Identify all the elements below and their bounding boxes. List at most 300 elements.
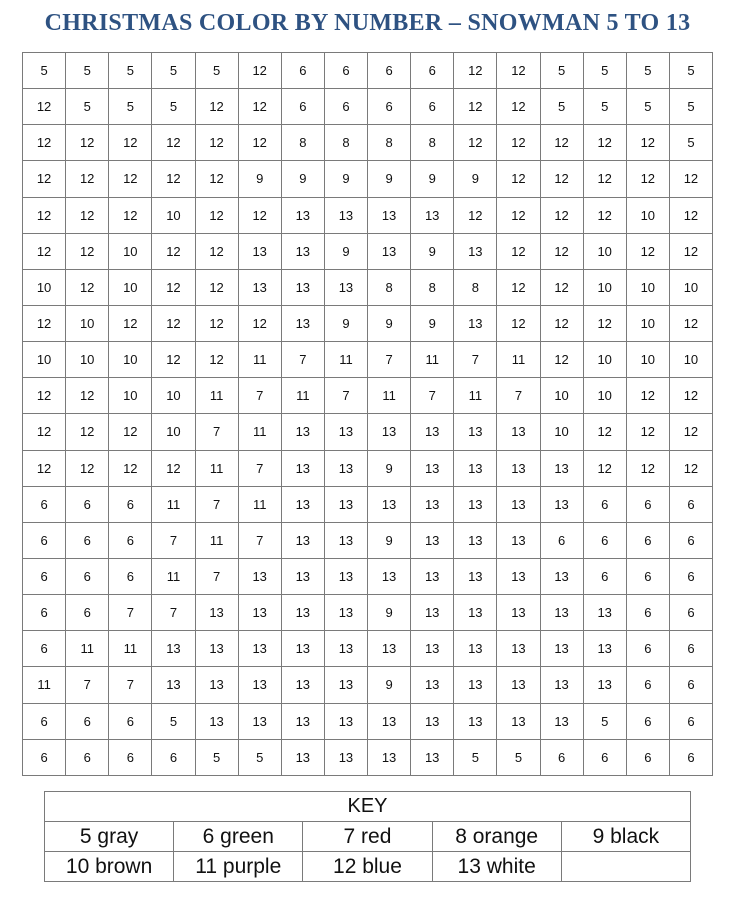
grid-cell: 7 (109, 595, 152, 631)
grid-cell: 6 (669, 486, 712, 522)
grid-cell: 12 (540, 197, 583, 233)
grid-cell: 13 (540, 595, 583, 631)
grid-cell: 13 (324, 414, 367, 450)
grid-cell: 13 (454, 631, 497, 667)
grid-cell: 13 (281, 739, 324, 775)
grid-cell: 12 (109, 414, 152, 450)
grid-cell: 6 (66, 486, 109, 522)
grid-cell: 13 (454, 558, 497, 594)
grid-cell: 12 (626, 161, 669, 197)
grid-cell: 6 (669, 631, 712, 667)
grid-cell: 12 (152, 269, 195, 305)
grid-cell: 9 (368, 522, 411, 558)
grid-cell: 9 (454, 161, 497, 197)
grid-cell: 6 (109, 486, 152, 522)
grid-cell: 13 (195, 667, 238, 703)
grid-cell: 13 (540, 667, 583, 703)
grid-row (23, 53, 713, 89)
grid-cell: 13 (368, 739, 411, 775)
grid-cell: 10 (626, 197, 669, 233)
grid-cell: 13 (540, 450, 583, 486)
grid-cell: 12 (454, 125, 497, 161)
grid-cell: 13 (281, 703, 324, 739)
grid-cell: 13 (411, 558, 454, 594)
grid-cell: 12 (540, 342, 583, 378)
grid-cell: 11 (238, 486, 281, 522)
grid-cell: 13 (238, 667, 281, 703)
grid-cell: 12 (195, 125, 238, 161)
grid-cell: 6 (109, 522, 152, 558)
grid-cell: 11 (324, 342, 367, 378)
grid-row (23, 233, 713, 269)
grid-cell: 13 (583, 631, 626, 667)
grid-cell: 12 (497, 89, 540, 125)
grid-cell: 13 (411, 595, 454, 631)
grid-cell: 6 (109, 558, 152, 594)
grid-cell: 10 (583, 342, 626, 378)
grid-cell: 10 (23, 269, 66, 305)
grid-cell: 13 (454, 414, 497, 450)
grid-cell: 8 (281, 125, 324, 161)
grid-cell: 6 (540, 739, 583, 775)
grid-cell: 12 (66, 450, 109, 486)
color-key-container (44, 791, 691, 882)
grid-cell: 6 (109, 703, 152, 739)
grid-cell: 12 (66, 197, 109, 233)
grid-cell: 6 (583, 739, 626, 775)
grid-row (23, 414, 713, 450)
grid-cell: 9 (281, 161, 324, 197)
grid-cell: 10 (152, 378, 195, 414)
grid-cell: 13 (281, 595, 324, 631)
grid-cell: 7 (238, 450, 281, 486)
grid-cell: 12 (195, 161, 238, 197)
key-row (45, 852, 691, 882)
grid-cell: 13 (324, 450, 367, 486)
grid-cell: 12 (23, 414, 66, 450)
grid-cell: 12 (66, 269, 109, 305)
grid-cell: 13 (497, 414, 540, 450)
grid-cell: 13 (238, 233, 281, 269)
grid-cell: 11 (109, 631, 152, 667)
grid-cell: 12 (23, 233, 66, 269)
grid-cell: 13 (324, 197, 367, 233)
grid-cell: 13 (324, 269, 367, 305)
grid-cell: 6 (368, 89, 411, 125)
grid-cell: 13 (368, 631, 411, 667)
grid-cell: 12 (195, 197, 238, 233)
grid-cell: 7 (195, 558, 238, 594)
grid-cell: 12 (497, 197, 540, 233)
grid-cell: 6 (23, 558, 66, 594)
grid-cell: 13 (281, 450, 324, 486)
grid-cell: 10 (66, 305, 109, 341)
grid-cell: 5 (583, 89, 626, 125)
grid-cell: 13 (454, 703, 497, 739)
grid-cell: 12 (583, 414, 626, 450)
grid-cell: 7 (109, 667, 152, 703)
grid-cell: 12 (109, 450, 152, 486)
grid-cell: 8 (411, 125, 454, 161)
grid-cell: 7 (281, 342, 324, 378)
key-entry: 8 orange (432, 822, 561, 852)
grid-cell: 13 (454, 522, 497, 558)
grid-cell: 7 (66, 667, 109, 703)
grid-cell: 10 (152, 197, 195, 233)
grid-cell: 13 (411, 450, 454, 486)
grid-cell: 5 (66, 89, 109, 125)
grid-row (23, 558, 713, 594)
grid-cell: 7 (411, 378, 454, 414)
grid-cell: 8 (454, 269, 497, 305)
grid-cell: 13 (411, 667, 454, 703)
grid-cell: 12 (540, 269, 583, 305)
grid-cell: 11 (411, 342, 454, 378)
grid-cell: 13 (324, 739, 367, 775)
grid-row (23, 595, 713, 631)
grid-cell: 12 (152, 125, 195, 161)
grid-cell: 12 (195, 269, 238, 305)
grid-cell: 7 (195, 486, 238, 522)
grid-cell: 13 (497, 631, 540, 667)
grid-cell: 13 (497, 667, 540, 703)
grid-cell: 10 (109, 269, 152, 305)
grid-cell: 11 (23, 667, 66, 703)
grid-cell: 5 (669, 89, 712, 125)
grid-cell: 12 (66, 378, 109, 414)
grid-row (23, 703, 713, 739)
grid-row (23, 269, 713, 305)
grid-cell: 12 (540, 233, 583, 269)
grid-row (23, 125, 713, 161)
grid-cell: 12 (23, 378, 66, 414)
grid-cell: 9 (324, 233, 367, 269)
grid-cell: 13 (368, 197, 411, 233)
key-entry: 5 gray (45, 822, 174, 852)
grid-cell: 13 (281, 667, 324, 703)
key-entry: 12 blue (303, 852, 432, 882)
grid-cell: 13 (540, 558, 583, 594)
grid-cell: 13 (497, 558, 540, 594)
grid-cell: 12 (583, 450, 626, 486)
grid-cell: 7 (238, 522, 281, 558)
grid-cell: 12 (109, 305, 152, 341)
grid-cell: 9 (324, 161, 367, 197)
grid-cell: 12 (152, 161, 195, 197)
grid-cell: 10 (540, 414, 583, 450)
grid-cell: 8 (368, 269, 411, 305)
grid-cell: 12 (109, 161, 152, 197)
key-row (45, 822, 691, 852)
grid-cell: 6 (66, 703, 109, 739)
grid-cell: 12 (66, 161, 109, 197)
grid-cell: 13 (281, 631, 324, 667)
grid-cell: 13 (281, 486, 324, 522)
grid-cell: 6 (23, 739, 66, 775)
grid-row (23, 197, 713, 233)
grid-cell: 6 (669, 703, 712, 739)
grid-cell: 6 (626, 739, 669, 775)
grid-cell: 5 (454, 739, 497, 775)
grid-cell: 12 (238, 305, 281, 341)
key-entry: 9 black (561, 822, 690, 852)
grid-cell: 10 (66, 342, 109, 378)
grid-row (23, 342, 713, 378)
grid-cell: 12 (454, 89, 497, 125)
grid-cell: 6 (669, 558, 712, 594)
grid-cell: 5 (66, 53, 109, 89)
grid-cell: 13 (195, 631, 238, 667)
key-entry: 13 white (432, 852, 561, 882)
grid-cell: 12 (195, 305, 238, 341)
grid-cell: 12 (195, 233, 238, 269)
grid-cell: 12 (626, 125, 669, 161)
grid-cell: 6 (324, 89, 367, 125)
grid-cell: 12 (669, 161, 712, 197)
grid-cell: 11 (454, 378, 497, 414)
grid-cell: 7 (454, 342, 497, 378)
grid-row (23, 739, 713, 775)
grid-cell: 13 (281, 522, 324, 558)
grid-cell: 7 (368, 342, 411, 378)
grid-cell: 13 (454, 305, 497, 341)
grid-cell: 6 (669, 522, 712, 558)
grid-cell: 5 (109, 89, 152, 125)
grid-cell: 11 (195, 378, 238, 414)
grid-cell: 6 (368, 53, 411, 89)
grid-cell: 6 (626, 558, 669, 594)
grid-cell: 9 (324, 305, 367, 341)
grid-cell: 12 (626, 414, 669, 450)
grid-cell: 12 (583, 125, 626, 161)
key-entry: 10 brown (45, 852, 174, 882)
grid-cell: 13 (411, 703, 454, 739)
grid-cell: 7 (238, 378, 281, 414)
grid-cell: 10 (23, 342, 66, 378)
grid-cell: 6 (411, 53, 454, 89)
grid-cell: 12 (66, 414, 109, 450)
grid-cell: 10 (109, 342, 152, 378)
grid-cell: 12 (23, 125, 66, 161)
grid-cell: 13 (281, 233, 324, 269)
grid-cell: 5 (109, 53, 152, 89)
grid-cell: 10 (152, 414, 195, 450)
grid-cell: 13 (368, 558, 411, 594)
grid-cell: 8 (368, 125, 411, 161)
grid-cell: 12 (238, 197, 281, 233)
grid-cell: 13 (583, 667, 626, 703)
grid-cell: 9 (411, 161, 454, 197)
grid-cell: 13 (411, 522, 454, 558)
page-title: CHRISTMAS COLOR BY NUMBER – SNOWMAN 5 TO 13 (44, 10, 691, 36)
grid-row (23, 89, 713, 125)
grid-cell: 7 (152, 522, 195, 558)
grid-cell: 5 (626, 53, 669, 89)
grid-cell: 13 (324, 631, 367, 667)
grid-cell: 13 (324, 595, 367, 631)
grid-cell: 10 (109, 233, 152, 269)
grid-cell: 13 (411, 631, 454, 667)
grid-cell: 13 (497, 522, 540, 558)
grid-cell: 13 (238, 703, 281, 739)
grid-cell: 6 (23, 631, 66, 667)
grid-cell: 13 (454, 233, 497, 269)
grid-cell: 6 (583, 486, 626, 522)
grid-cell: 13 (238, 558, 281, 594)
grid-cell: 11 (281, 378, 324, 414)
grid-cell: 13 (540, 486, 583, 522)
grid-cell: 6 (626, 522, 669, 558)
grid-cell: 12 (669, 197, 712, 233)
grid-cell: 9 (368, 305, 411, 341)
grid-cell: 13 (281, 558, 324, 594)
grid-cell: 13 (152, 667, 195, 703)
grid-row (23, 486, 713, 522)
grid-cell: 6 (626, 667, 669, 703)
grid-cell: 12 (454, 197, 497, 233)
grid-cell: 13 (411, 486, 454, 522)
grid-cell: 12 (238, 53, 281, 89)
grid-cell: 13 (497, 486, 540, 522)
grid-cell: 13 (454, 667, 497, 703)
grid-cell: 10 (626, 342, 669, 378)
grid-cell: 11 (195, 522, 238, 558)
grid-cell: 10 (109, 378, 152, 414)
grid-cell: 13 (281, 414, 324, 450)
grid-cell: 13 (324, 558, 367, 594)
grid-row (23, 667, 713, 703)
grid-cell: 6 (669, 667, 712, 703)
grid-cell: 13 (497, 703, 540, 739)
grid-cell: 12 (23, 305, 66, 341)
grid-cell: 6 (281, 53, 324, 89)
grid-cell: 12 (23, 197, 66, 233)
grid-cell: 13 (454, 450, 497, 486)
key-entry: 7 red (303, 822, 432, 852)
grid-cell: 9 (368, 161, 411, 197)
grid-cell: 9 (411, 305, 454, 341)
grid-cell: 6 (583, 522, 626, 558)
key-entry: 6 green (174, 822, 303, 852)
grid-cell: 12 (540, 161, 583, 197)
grid-cell: 12 (66, 125, 109, 161)
grid-cell: 6 (669, 739, 712, 775)
grid-cell: 13 (411, 197, 454, 233)
grid-cell: 12 (195, 89, 238, 125)
grid-cell: 6 (626, 486, 669, 522)
grid-cell: 12 (109, 197, 152, 233)
grid-cell: 12 (626, 450, 669, 486)
grid-row (23, 305, 713, 341)
grid-row (23, 522, 713, 558)
grid-cell: 12 (669, 450, 712, 486)
grid-cell: 12 (195, 342, 238, 378)
grid-cell: 13 (238, 631, 281, 667)
grid-cell: 12 (497, 161, 540, 197)
grid-cell: 13 (497, 450, 540, 486)
grid-cell: 6 (411, 89, 454, 125)
grid-cell: 13 (324, 667, 367, 703)
grid-cell: 12 (583, 161, 626, 197)
key-title: KEY (45, 792, 691, 822)
grid-cell: 6 (281, 89, 324, 125)
grid-cell: 5 (669, 53, 712, 89)
grid-cell: 10 (583, 269, 626, 305)
grid-cell: 12 (497, 233, 540, 269)
grid-cell: 13 (324, 703, 367, 739)
grid-cell: 10 (669, 342, 712, 378)
grid-cell: 13 (540, 703, 583, 739)
grid-cell: 7 (497, 378, 540, 414)
grid-row (23, 161, 713, 197)
grid-cell: 5 (152, 89, 195, 125)
grid-cell: 13 (368, 703, 411, 739)
grid-cell: 13 (454, 595, 497, 631)
grid-cell: 6 (66, 595, 109, 631)
grid-cell: 6 (626, 703, 669, 739)
grid-cell: 11 (152, 486, 195, 522)
grid-cell: 11 (195, 450, 238, 486)
key-entry (561, 852, 690, 882)
grid-cell: 13 (238, 269, 281, 305)
grid-cell: 13 (368, 486, 411, 522)
grid-cell: 13 (195, 703, 238, 739)
grid-cell: 6 (583, 558, 626, 594)
grid-cell: 6 (66, 739, 109, 775)
grid-cell: 12 (583, 197, 626, 233)
grid-cell: 12 (497, 125, 540, 161)
grid-cell: 12 (454, 53, 497, 89)
grid-cell: 6 (66, 522, 109, 558)
grid-cell: 13 (281, 305, 324, 341)
grid-cell: 11 (66, 631, 109, 667)
color-key (44, 791, 691, 882)
grid-cell: 12 (109, 125, 152, 161)
grid-cell: 13 (454, 486, 497, 522)
grid-cell: 13 (368, 414, 411, 450)
grid-cell: 11 (238, 414, 281, 450)
grid-cell: 12 (238, 125, 281, 161)
grid-cell: 12 (497, 53, 540, 89)
grid-cell: 12 (23, 161, 66, 197)
grid-cell: 6 (324, 53, 367, 89)
grid-cell: 13 (497, 595, 540, 631)
grid-cell: 5 (669, 125, 712, 161)
grid-cell: 6 (152, 739, 195, 775)
grid-cell: 12 (583, 305, 626, 341)
grid-cell: 13 (152, 631, 195, 667)
grid-cell: 12 (238, 89, 281, 125)
grid-cell: 5 (152, 53, 195, 89)
grid-cell: 5 (23, 53, 66, 89)
grid-cell: 12 (669, 305, 712, 341)
grid-row (23, 450, 713, 486)
grid-cell: 9 (368, 595, 411, 631)
grid-cell: 6 (23, 486, 66, 522)
grid-cell: 13 (540, 631, 583, 667)
grid-cell: 6 (626, 595, 669, 631)
grid-cell: 13 (583, 595, 626, 631)
grid-cell: 13 (411, 414, 454, 450)
grid-cell: 5 (195, 739, 238, 775)
grid-cell: 6 (540, 522, 583, 558)
key-entry: 11 purple (174, 852, 303, 882)
number-grid (22, 52, 713, 776)
color-key-body (45, 792, 691, 882)
grid-cell: 5 (238, 739, 281, 775)
grid-cell: 10 (540, 378, 583, 414)
grid-cell: 10 (626, 269, 669, 305)
